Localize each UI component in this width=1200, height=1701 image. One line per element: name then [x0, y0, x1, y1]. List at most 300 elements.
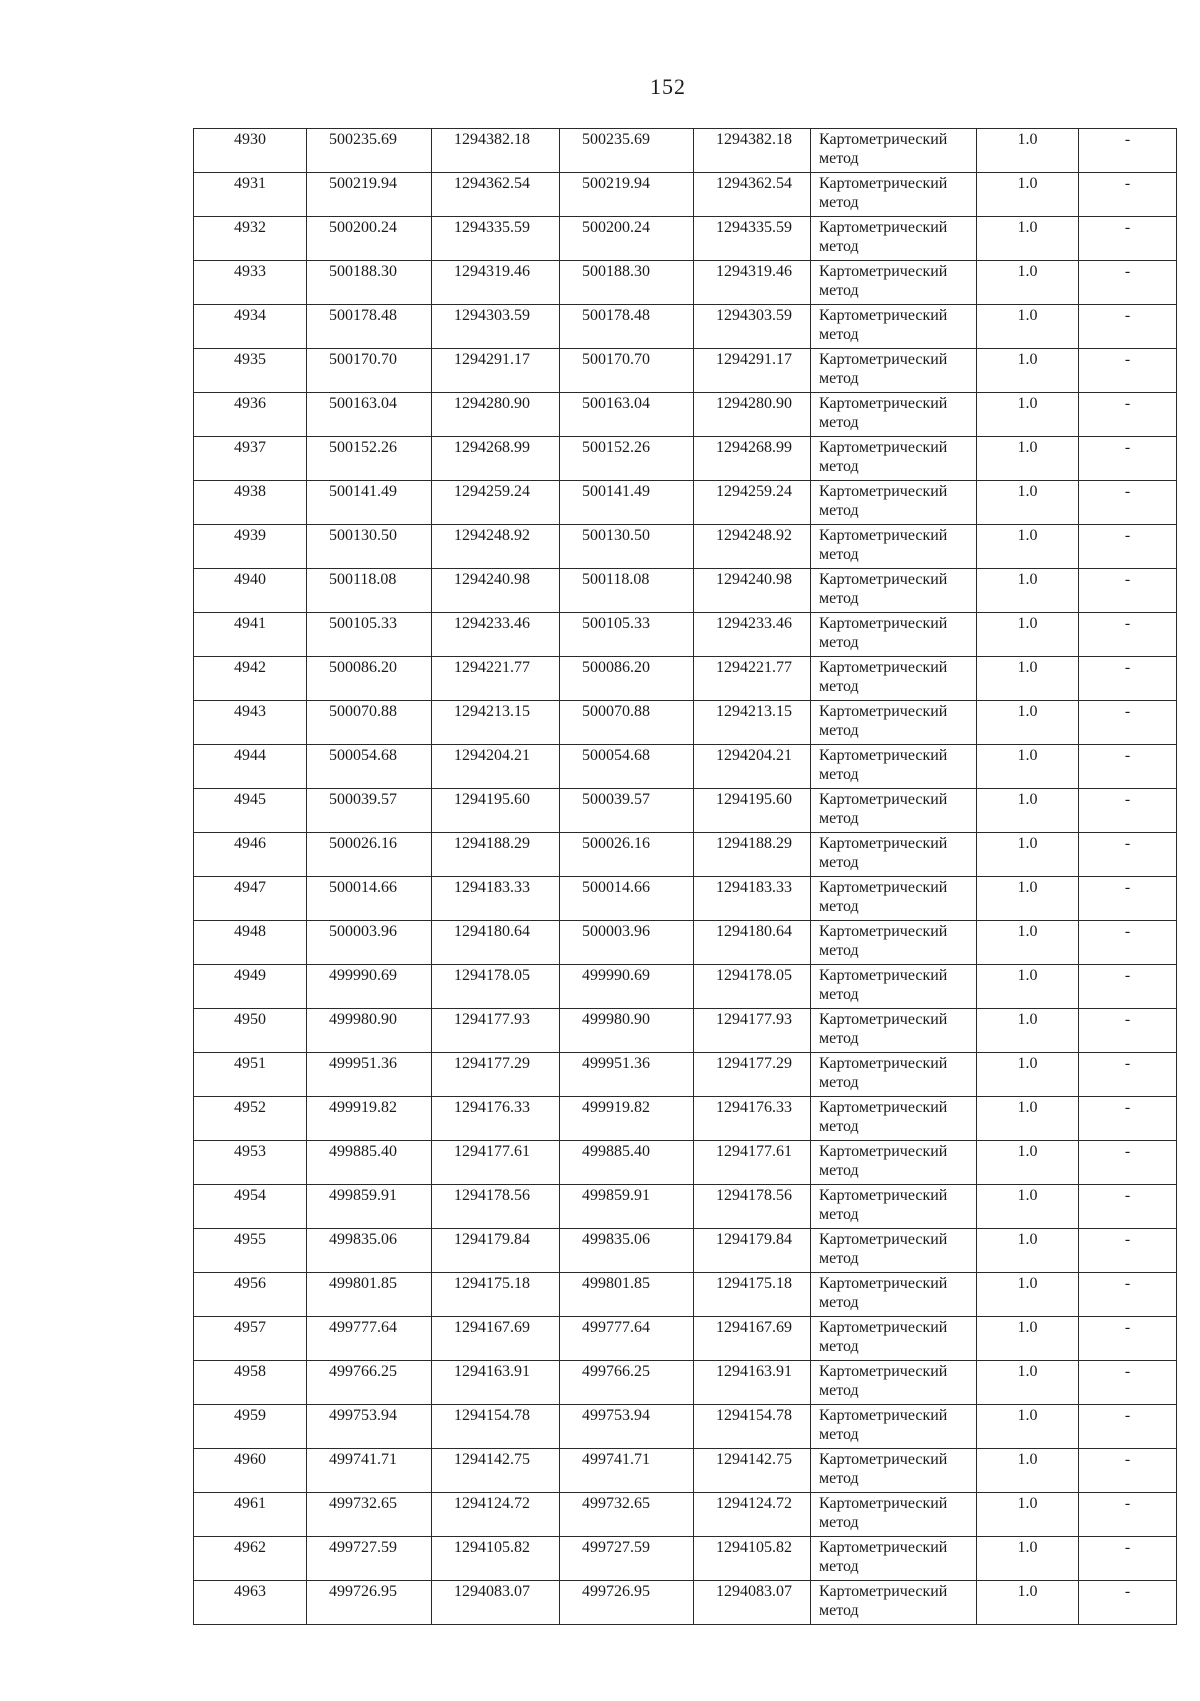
y-new-cell: 1294248.92	[694, 525, 811, 569]
note-cell: -	[1079, 1053, 1177, 1097]
point-number-cell: 4956	[194, 1273, 307, 1317]
point-number-cell: 4936	[194, 393, 307, 437]
y-old-cell: 1294188.29	[432, 833, 560, 877]
accuracy-cell: 1.0	[977, 1185, 1079, 1229]
x-new-cell: 499732.65	[560, 1493, 694, 1537]
note-cell: -	[1079, 1537, 1177, 1581]
x-old-cell: 500054.68	[307, 745, 432, 789]
table-row	[194, 1185, 1177, 1229]
y-old-cell: 1294083.07	[432, 1581, 560, 1625]
y-old-cell: 1294177.93	[432, 1009, 560, 1053]
point-number-cell: 4938	[194, 481, 307, 525]
y-old-cell: 1294167.69	[432, 1317, 560, 1361]
table-row	[194, 1097, 1177, 1141]
method-cell: Картометрический метод	[811, 129, 977, 173]
accuracy-cell: 1.0	[977, 173, 1079, 217]
x-new-cell: 499766.25	[560, 1361, 694, 1405]
x-old-cell: 500170.70	[307, 349, 432, 393]
y-new-cell: 1294163.91	[694, 1361, 811, 1405]
x-new-cell: 500235.69	[560, 129, 694, 173]
y-new-cell: 1294176.33	[694, 1097, 811, 1141]
x-new-cell: 500141.49	[560, 481, 694, 525]
y-new-cell: 1294178.05	[694, 965, 811, 1009]
y-old-cell: 1294303.59	[432, 305, 560, 349]
method-cell: Картометрический метод	[811, 1273, 977, 1317]
x-new-cell: 499777.64	[560, 1317, 694, 1361]
x-new-cell: 499727.59	[560, 1537, 694, 1581]
method-cell: Картометрический метод	[811, 173, 977, 217]
method-cell: Картометрический метод	[811, 1493, 977, 1537]
y-new-cell: 1294319.46	[694, 261, 811, 305]
y-new-cell: 1294259.24	[694, 481, 811, 525]
note-cell: -	[1079, 1449, 1177, 1493]
y-old-cell: 1294154.78	[432, 1405, 560, 1449]
y-old-cell: 1294178.05	[432, 965, 560, 1009]
y-old-cell: 1294195.60	[432, 789, 560, 833]
table-row	[194, 349, 1177, 393]
x-new-cell: 499835.06	[560, 1229, 694, 1273]
x-old-cell: 500235.69	[307, 129, 432, 173]
y-new-cell: 1294204.21	[694, 745, 811, 789]
point-number-cell: 4951	[194, 1053, 307, 1097]
y-new-cell: 1294175.18	[694, 1273, 811, 1317]
x-new-cell: 500163.04	[560, 393, 694, 437]
y-new-cell: 1294303.59	[694, 305, 811, 349]
method-cell: Картометрический метод	[811, 1053, 977, 1097]
note-cell: -	[1079, 1361, 1177, 1405]
y-new-cell: 1294178.56	[694, 1185, 811, 1229]
table-row	[194, 173, 1177, 217]
note-cell: -	[1079, 1141, 1177, 1185]
x-new-cell: 500105.33	[560, 613, 694, 657]
y-new-cell: 1294240.98	[694, 569, 811, 613]
method-cell: Картометрический метод	[811, 1009, 977, 1053]
x-old-cell: 500141.49	[307, 481, 432, 525]
table-row	[194, 701, 1177, 745]
x-new-cell: 500039.57	[560, 789, 694, 833]
x-new-cell: 500118.08	[560, 569, 694, 613]
x-new-cell: 499980.90	[560, 1009, 694, 1053]
y-old-cell: 1294142.75	[432, 1449, 560, 1493]
y-new-cell: 1294179.84	[694, 1229, 811, 1273]
method-cell: Картометрический метод	[811, 1405, 977, 1449]
method-cell: Картометрический метод	[811, 1185, 977, 1229]
y-new-cell: 1294195.60	[694, 789, 811, 833]
table-row	[194, 1449, 1177, 1493]
y-new-cell: 1294142.75	[694, 1449, 811, 1493]
note-cell: -	[1079, 261, 1177, 305]
table-row	[194, 1537, 1177, 1581]
accuracy-cell: 1.0	[977, 393, 1079, 437]
x-new-cell: 499801.85	[560, 1273, 694, 1317]
note-cell: -	[1079, 129, 1177, 173]
x-old-cell: 499732.65	[307, 1493, 432, 1537]
method-cell: Картометрический метод	[811, 437, 977, 481]
y-old-cell: 1294175.18	[432, 1273, 560, 1317]
x-old-cell: 500039.57	[307, 789, 432, 833]
y-old-cell: 1294124.72	[432, 1493, 560, 1537]
y-old-cell: 1294382.18	[432, 129, 560, 173]
note-cell: -	[1079, 1009, 1177, 1053]
x-old-cell: 499741.71	[307, 1449, 432, 1493]
point-number-cell: 4945	[194, 789, 307, 833]
note-cell: -	[1079, 1405, 1177, 1449]
y-old-cell: 1294178.56	[432, 1185, 560, 1229]
point-number-cell: 4933	[194, 261, 307, 305]
y-old-cell: 1294280.90	[432, 393, 560, 437]
note-cell: -	[1079, 1185, 1177, 1229]
table-row	[194, 261, 1177, 305]
method-cell: Картометрический метод	[811, 701, 977, 745]
x-new-cell: 499741.71	[560, 1449, 694, 1493]
x-new-cell: 500003.96	[560, 921, 694, 965]
point-number-cell: 4954	[194, 1185, 307, 1229]
y-new-cell: 1294177.93	[694, 1009, 811, 1053]
note-cell: -	[1079, 701, 1177, 745]
accuracy-cell: 1.0	[977, 1493, 1079, 1537]
y-old-cell: 1294240.98	[432, 569, 560, 613]
method-cell: Картометрический метод	[811, 1097, 977, 1141]
accuracy-cell: 1.0	[977, 1097, 1079, 1141]
y-old-cell: 1294259.24	[432, 481, 560, 525]
accuracy-cell: 1.0	[977, 1581, 1079, 1625]
x-old-cell: 500188.30	[307, 261, 432, 305]
x-old-cell: 500026.16	[307, 833, 432, 877]
method-cell: Картометрический метод	[811, 525, 977, 569]
note-cell: -	[1079, 1493, 1177, 1537]
x-new-cell: 500086.20	[560, 657, 694, 701]
y-old-cell: 1294177.29	[432, 1053, 560, 1097]
point-number-cell: 4935	[194, 349, 307, 393]
note-cell: -	[1079, 833, 1177, 877]
point-number-cell: 4934	[194, 305, 307, 349]
note-cell: -	[1079, 481, 1177, 525]
x-old-cell: 499885.40	[307, 1141, 432, 1185]
x-new-cell: 499726.95	[560, 1581, 694, 1625]
note-cell: -	[1079, 613, 1177, 657]
accuracy-cell: 1.0	[977, 921, 1079, 965]
y-new-cell: 1294233.46	[694, 613, 811, 657]
method-cell: Картометрический метод	[811, 965, 977, 1009]
y-old-cell: 1294213.15	[432, 701, 560, 745]
y-old-cell: 1294248.92	[432, 525, 560, 569]
table-body	[194, 129, 1177, 1625]
x-new-cell: 500054.68	[560, 745, 694, 789]
y-new-cell: 1294280.90	[694, 393, 811, 437]
x-old-cell: 499835.06	[307, 1229, 432, 1273]
table-row	[194, 657, 1177, 701]
point-number-cell: 4946	[194, 833, 307, 877]
y-old-cell: 1294180.64	[432, 921, 560, 965]
note-cell: -	[1079, 965, 1177, 1009]
table-row	[194, 525, 1177, 569]
table-row	[194, 393, 1177, 437]
x-old-cell: 499859.91	[307, 1185, 432, 1229]
note-cell: -	[1079, 1273, 1177, 1317]
note-cell: -	[1079, 789, 1177, 833]
x-new-cell: 500026.16	[560, 833, 694, 877]
x-old-cell: 499777.64	[307, 1317, 432, 1361]
y-old-cell: 1294176.33	[432, 1097, 560, 1141]
y-new-cell: 1294154.78	[694, 1405, 811, 1449]
y-old-cell: 1294233.46	[432, 613, 560, 657]
note-cell: -	[1079, 217, 1177, 261]
point-number-cell: 4962	[194, 1537, 307, 1581]
accuracy-cell: 1.0	[977, 349, 1079, 393]
y-new-cell: 1294291.17	[694, 349, 811, 393]
x-old-cell: 499951.36	[307, 1053, 432, 1097]
x-old-cell: 500219.94	[307, 173, 432, 217]
method-cell: Картометрический метод	[811, 1537, 977, 1581]
x-new-cell: 500070.88	[560, 701, 694, 745]
table-row	[194, 921, 1177, 965]
y-new-cell: 1294177.29	[694, 1053, 811, 1097]
method-cell: Картометрический метод	[811, 1449, 977, 1493]
y-new-cell: 1294382.18	[694, 129, 811, 173]
y-new-cell: 1294105.82	[694, 1537, 811, 1581]
y-old-cell: 1294335.59	[432, 217, 560, 261]
y-new-cell: 1294268.99	[694, 437, 811, 481]
table-row	[194, 1581, 1177, 1625]
note-cell: -	[1079, 349, 1177, 393]
x-old-cell: 500105.33	[307, 613, 432, 657]
x-old-cell: 500163.04	[307, 393, 432, 437]
point-number-cell: 4952	[194, 1097, 307, 1141]
y-old-cell: 1294268.99	[432, 437, 560, 481]
accuracy-cell: 1.0	[977, 965, 1079, 1009]
y-old-cell: 1294163.91	[432, 1361, 560, 1405]
point-number-cell: 4957	[194, 1317, 307, 1361]
note-cell: -	[1079, 1317, 1177, 1361]
x-new-cell: 499919.82	[560, 1097, 694, 1141]
point-number-cell: 4939	[194, 525, 307, 569]
accuracy-cell: 1.0	[977, 1053, 1079, 1097]
x-old-cell: 499980.90	[307, 1009, 432, 1053]
table-row	[194, 129, 1177, 173]
accuracy-cell: 1.0	[977, 481, 1079, 525]
method-cell: Картометрический метод	[811, 833, 977, 877]
table-row	[194, 613, 1177, 657]
method-cell: Картометрический метод	[811, 1317, 977, 1361]
method-cell: Картометрический метод	[811, 657, 977, 701]
point-number-cell: 4949	[194, 965, 307, 1009]
table-row	[194, 437, 1177, 481]
y-new-cell: 1294221.77	[694, 657, 811, 701]
accuracy-cell: 1.0	[977, 305, 1079, 349]
x-new-cell: 500188.30	[560, 261, 694, 305]
accuracy-cell: 1.0	[977, 745, 1079, 789]
table-row	[194, 833, 1177, 877]
point-number-cell: 4944	[194, 745, 307, 789]
y-old-cell: 1294362.54	[432, 173, 560, 217]
note-cell: -	[1079, 305, 1177, 349]
x-old-cell: 499990.69	[307, 965, 432, 1009]
method-cell: Картометрический метод	[811, 745, 977, 789]
x-old-cell: 500200.24	[307, 217, 432, 261]
point-number-cell: 4930	[194, 129, 307, 173]
y-new-cell: 1294083.07	[694, 1581, 811, 1625]
method-cell: Картометрический метод	[811, 261, 977, 305]
table-row	[194, 877, 1177, 921]
method-cell: Картометрический метод	[811, 877, 977, 921]
y-old-cell: 1294105.82	[432, 1537, 560, 1581]
accuracy-cell: 1.0	[977, 701, 1079, 745]
page-number: 152	[650, 74, 686, 99]
point-number-cell: 4940	[194, 569, 307, 613]
method-cell: Картометрический метод	[811, 789, 977, 833]
y-old-cell: 1294291.17	[432, 349, 560, 393]
note-cell: -	[1079, 393, 1177, 437]
accuracy-cell: 1.0	[977, 1449, 1079, 1493]
x-old-cell: 499919.82	[307, 1097, 432, 1141]
accuracy-cell: 1.0	[977, 833, 1079, 877]
x-new-cell: 500130.50	[560, 525, 694, 569]
accuracy-cell: 1.0	[977, 1537, 1079, 1581]
accuracy-cell: 1.0	[977, 569, 1079, 613]
x-old-cell: 500152.26	[307, 437, 432, 481]
method-cell: Картометрический метод	[811, 217, 977, 261]
accuracy-cell: 1.0	[977, 657, 1079, 701]
table-row	[194, 1229, 1177, 1273]
y-new-cell: 1294335.59	[694, 217, 811, 261]
method-cell: Картометрический метод	[811, 613, 977, 657]
point-number-cell: 4963	[194, 1581, 307, 1625]
method-cell: Картометрический метод	[811, 305, 977, 349]
point-number-cell: 4958	[194, 1361, 307, 1405]
point-number-cell: 4931	[194, 173, 307, 217]
x-new-cell: 500170.70	[560, 349, 694, 393]
note-cell: -	[1079, 1581, 1177, 1625]
point-number-cell: 4942	[194, 657, 307, 701]
y-old-cell: 1294179.84	[432, 1229, 560, 1273]
x-new-cell: 500152.26	[560, 437, 694, 481]
method-cell: Картометрический метод	[811, 1141, 977, 1185]
note-cell: -	[1079, 437, 1177, 481]
y-new-cell: 1294180.64	[694, 921, 811, 965]
x-old-cell: 500014.66	[307, 877, 432, 921]
table-row	[194, 1317, 1177, 1361]
table-row	[194, 1273, 1177, 1317]
accuracy-cell: 1.0	[977, 877, 1079, 921]
method-cell: Картометрический метод	[811, 569, 977, 613]
table-row	[194, 481, 1177, 525]
x-new-cell: 499859.91	[560, 1185, 694, 1229]
x-old-cell: 500086.20	[307, 657, 432, 701]
point-number-cell: 4937	[194, 437, 307, 481]
table-row	[194, 965, 1177, 1009]
y-old-cell: 1294221.77	[432, 657, 560, 701]
accuracy-cell: 1.0	[977, 525, 1079, 569]
point-number-cell: 4950	[194, 1009, 307, 1053]
note-cell: -	[1079, 921, 1177, 965]
method-cell: Картометрический метод	[811, 349, 977, 393]
table-row	[194, 1361, 1177, 1405]
x-new-cell: 500014.66	[560, 877, 694, 921]
accuracy-cell: 1.0	[977, 217, 1079, 261]
note-cell: -	[1079, 525, 1177, 569]
x-old-cell: 499801.85	[307, 1273, 432, 1317]
point-number-cell: 4932	[194, 217, 307, 261]
coordinates-table	[193, 128, 1177, 1625]
point-number-cell: 4947	[194, 877, 307, 921]
note-cell: -	[1079, 877, 1177, 921]
x-new-cell: 499951.36	[560, 1053, 694, 1097]
x-old-cell: 499726.95	[307, 1581, 432, 1625]
table-row	[194, 305, 1177, 349]
y-new-cell: 1294124.72	[694, 1493, 811, 1537]
accuracy-cell: 1.0	[977, 1141, 1079, 1185]
note-cell: -	[1079, 569, 1177, 613]
y-old-cell: 1294177.61	[432, 1141, 560, 1185]
y-new-cell: 1294362.54	[694, 173, 811, 217]
accuracy-cell: 1.0	[977, 129, 1079, 173]
table-row	[194, 1053, 1177, 1097]
x-old-cell: 500118.08	[307, 569, 432, 613]
accuracy-cell: 1.0	[977, 789, 1079, 833]
x-old-cell: 500178.48	[307, 305, 432, 349]
accuracy-cell: 1.0	[977, 1317, 1079, 1361]
table-row	[194, 1009, 1177, 1053]
note-cell: -	[1079, 657, 1177, 701]
x-new-cell: 500200.24	[560, 217, 694, 261]
x-old-cell: 500003.96	[307, 921, 432, 965]
table-row	[194, 569, 1177, 613]
x-new-cell: 499990.69	[560, 965, 694, 1009]
note-cell: -	[1079, 173, 1177, 217]
method-cell: Картометрический метод	[811, 1229, 977, 1273]
x-old-cell: 499753.94	[307, 1405, 432, 1449]
method-cell: Картометрический метод	[811, 1361, 977, 1405]
y-old-cell: 1294319.46	[432, 261, 560, 305]
accuracy-cell: 1.0	[977, 1229, 1079, 1273]
x-old-cell: 499766.25	[307, 1361, 432, 1405]
accuracy-cell: 1.0	[977, 437, 1079, 481]
accuracy-cell: 1.0	[977, 261, 1079, 305]
method-cell: Картометрический метод	[811, 481, 977, 525]
table-row	[194, 1141, 1177, 1185]
method-cell: Картометрический метод	[811, 921, 977, 965]
y-old-cell: 1294204.21	[432, 745, 560, 789]
accuracy-cell: 1.0	[977, 1405, 1079, 1449]
method-cell: Картометрический метод	[811, 1581, 977, 1625]
accuracy-cell: 1.0	[977, 1273, 1079, 1317]
x-new-cell: 500178.48	[560, 305, 694, 349]
point-number-cell: 4959	[194, 1405, 307, 1449]
accuracy-cell: 1.0	[977, 1361, 1079, 1405]
y-new-cell: 1294177.61	[694, 1141, 811, 1185]
accuracy-cell: 1.0	[977, 613, 1079, 657]
accuracy-cell: 1.0	[977, 1009, 1079, 1053]
x-old-cell: 500070.88	[307, 701, 432, 745]
point-number-cell: 4941	[194, 613, 307, 657]
note-cell: -	[1079, 1229, 1177, 1273]
y-new-cell: 1294213.15	[694, 701, 811, 745]
note-cell: -	[1079, 745, 1177, 789]
point-number-cell: 4943	[194, 701, 307, 745]
point-number-cell: 4948	[194, 921, 307, 965]
x-new-cell: 499885.40	[560, 1141, 694, 1185]
x-new-cell: 500219.94	[560, 173, 694, 217]
table-row	[194, 745, 1177, 789]
point-number-cell: 4961	[194, 1493, 307, 1537]
table-row	[194, 789, 1177, 833]
table-row	[194, 217, 1177, 261]
y-new-cell: 1294167.69	[694, 1317, 811, 1361]
method-cell: Картометрический метод	[811, 393, 977, 437]
table-row	[194, 1405, 1177, 1449]
x-new-cell: 499753.94	[560, 1405, 694, 1449]
table-row	[194, 1493, 1177, 1537]
